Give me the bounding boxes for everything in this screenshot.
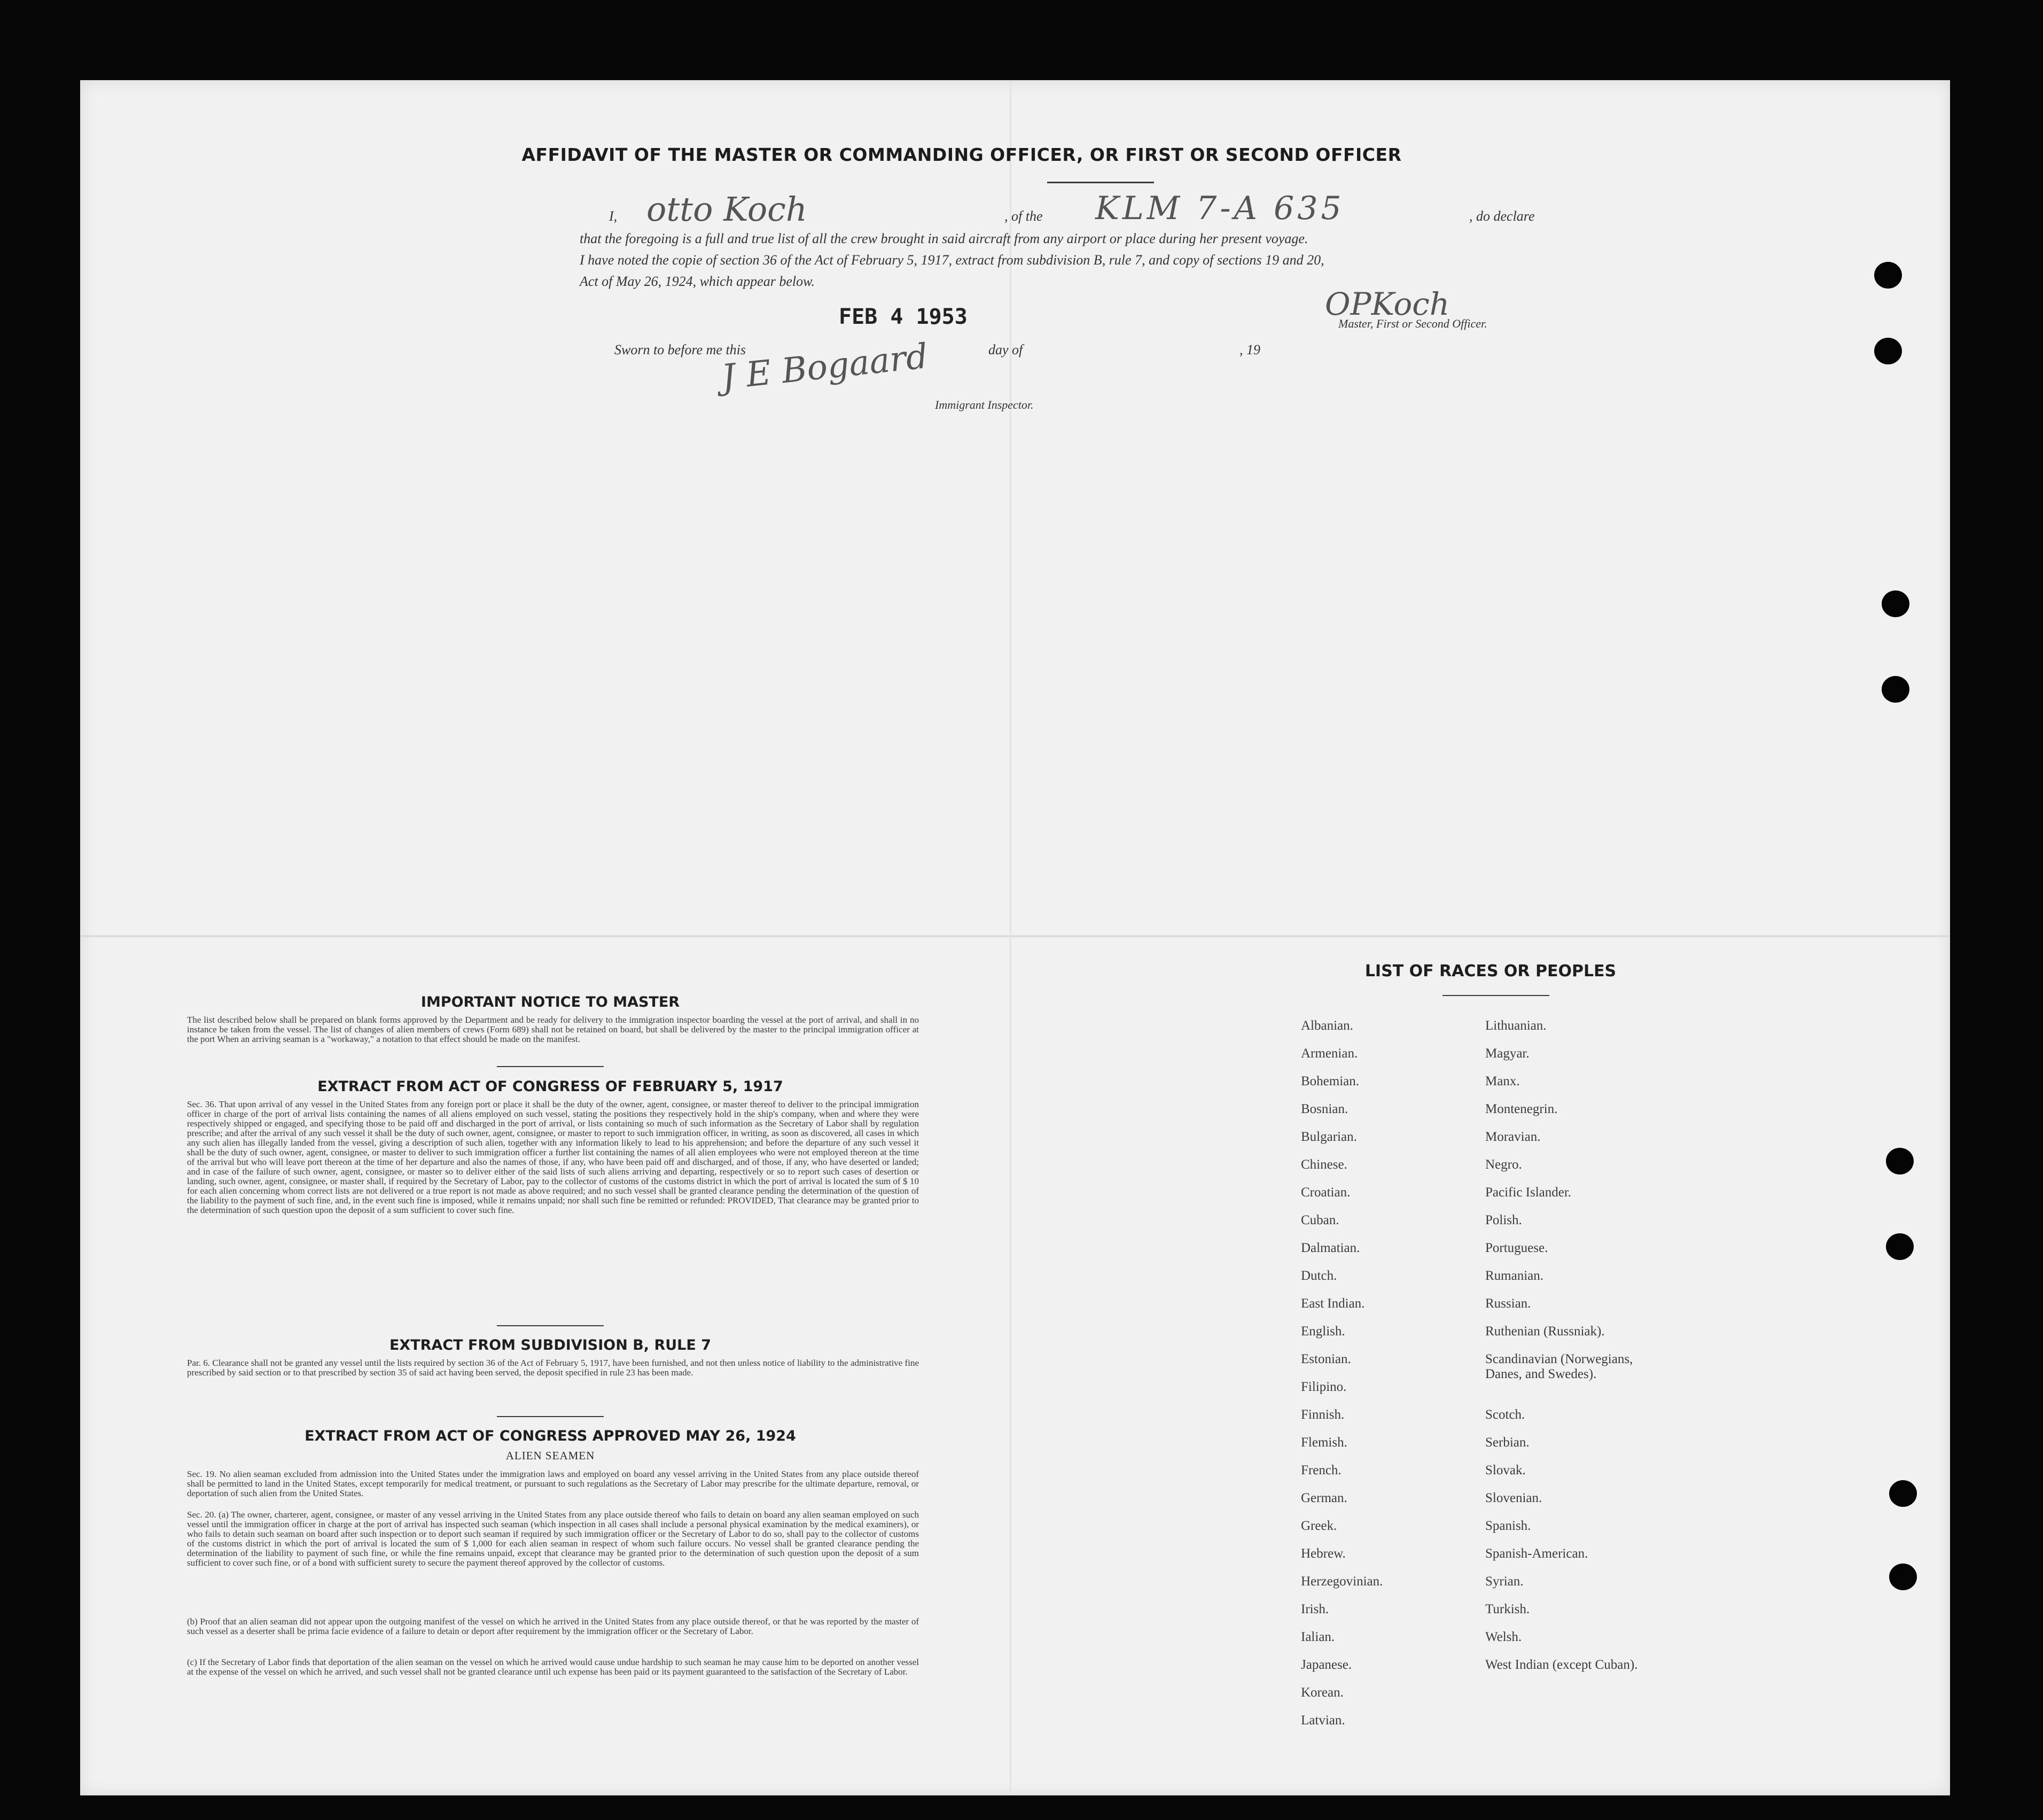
race-item: Polish.: [1485, 1213, 1522, 1227]
affidavit-title: AFFIDAVIT OF THE MASTER OR COMMANDING OFFICER, OR FIRST OR SECOND OFFICER: [521, 144, 1402, 165]
race-item: Spanish-American.: [1485, 1546, 1588, 1561]
punch-hole: [1889, 1564, 1917, 1590]
extract-1917-heading: EXTRACT FROM ACT OF CONGRESS OF FEBRUARY 5, 1917: [317, 1078, 783, 1095]
rule-7-text: Par. 6. Clearance shall not be granted any vessel until the lists required by section 36 of the Act of February 5, 1917, have been furnished, and not then unless notice of liability to the administrative fine prescribed by said section or to that prescribed by section 35 of said act having been served, the deposit specified in rule 23 has been made.: [187, 1358, 919, 1378]
affidavit-line-3: I have noted the copie of section 36 of the Act of February 5, 1917, extract from subdivision B, rule 7, and copy of sections 19 and 20,: [580, 252, 1324, 268]
race-item: German.: [1301, 1491, 1347, 1505]
races-heading: LIST OF RACES OR PEOPLES: [1364, 962, 1617, 981]
punch-hole: [1886, 1148, 1914, 1175]
race-item: Ialian.: [1301, 1630, 1335, 1644]
rule-7-heading: EXTRACT FROM SUBDIVISION B, RULE 7: [389, 1337, 712, 1354]
race-item: Estonian.: [1301, 1352, 1351, 1366]
race-item: Spanish.: [1485, 1519, 1531, 1533]
master-name: otto Koch: [646, 190, 807, 229]
sec-20b-text: (b) Proof that an alien seaman did not appear upon the outgoing manifest of the vessel on which he arrived in the United States from any place outside thereof, or that he was reported by the master of such vessel as a deserter shall be prima facie evidence of a failure to detain or deport after requirement by the immigration officer or the Secretary of Labor.: [187, 1616, 919, 1636]
race-item: Slovenian.: [1485, 1491, 1542, 1505]
do-declare-label: , do declare: [1469, 208, 1535, 224]
race-item: Flemish.: [1301, 1435, 1347, 1450]
punch-hole: [1874, 338, 1902, 364]
divider: [497, 1066, 604, 1067]
race-item: Bosnian.: [1301, 1102, 1348, 1116]
race-item: Japanese.: [1301, 1658, 1352, 1672]
race-item: East Indian.: [1301, 1296, 1365, 1311]
race-item: Herzegovinian.: [1301, 1574, 1383, 1589]
notice-text: The list described below shall be prepared on blank forms approved by the Department and be ready for delivery to the immigration inspector boarding the vessel at the port of arrival, and shall in no instance be taken from the vessel. The list of changes of alien members of crews (Form 689) shall not be retained on board, but shall be delivered by the master to the principal immigration officer at the port When an arriving seaman is a "workaway," a notation to that effect should be made on the manifest.: [187, 1015, 919, 1044]
race-item: Chinese.: [1301, 1157, 1347, 1172]
fold-line: [80, 935, 1950, 937]
of-the-label: , of the: [1004, 208, 1043, 224]
punch-hole: [1886, 1233, 1914, 1260]
race-item: Dalmatian.: [1301, 1241, 1360, 1255]
races-column-left: [1301, 1018, 1483, 1741]
race-item: Bohemian.: [1301, 1074, 1360, 1088]
race-item: Slovak.: [1485, 1463, 1526, 1477]
race-item: Syrian.: [1485, 1574, 1524, 1589]
race-item: Montenegrin.: [1485, 1102, 1558, 1116]
sec-19-text: Sec. 19. No alien seaman excluded from admission into the United States under the immigration laws and employed on board any vessel arriving in the United States from any place outside thereof shall be permitted to land in the United States, except temporarily for medical treatment, or pursuant to such regulations as the Secretary of Labor may prescribe for the ultimate departure, removal, or deportation of such alien from the United States.: [187, 1469, 919, 1498]
date-stamp: FEB 4 1953: [839, 305, 968, 329]
race-item: Armenian.: [1301, 1046, 1358, 1061]
race-item: Manx.: [1485, 1074, 1520, 1088]
race-item: Lithuanian.: [1485, 1018, 1547, 1033]
affidavit-line-4: Act of May 26, 1924, which appear below.: [580, 274, 815, 289]
race-item: West Indian (except Cuban).: [1485, 1658, 1638, 1672]
race-item: Korean.: [1301, 1685, 1344, 1700]
day-of-label: day of: [988, 342, 1023, 357]
race-item: Turkish.: [1485, 1602, 1530, 1616]
race-item: Finnish.: [1301, 1407, 1345, 1422]
divider: [1047, 182, 1154, 183]
race-item: Magyar.: [1485, 1046, 1530, 1061]
race-item: Hebrew.: [1301, 1546, 1346, 1561]
punch-hole: [1874, 262, 1902, 289]
race-item: Croatian.: [1301, 1185, 1351, 1200]
race-item: Filipino.: [1301, 1380, 1347, 1394]
race-item: Russian.: [1485, 1296, 1531, 1311]
race-item: Bulgarian.: [1301, 1130, 1357, 1144]
race-item: Greek.: [1301, 1519, 1337, 1533]
race-item: Rumanian.: [1485, 1269, 1544, 1283]
race-item: Scotch.: [1485, 1407, 1525, 1422]
race-item: English.: [1301, 1324, 1345, 1339]
race-item: Scandinavian (Norwegians, Danes, and Swedes).: [1485, 1352, 1633, 1381]
divider: [497, 1325, 604, 1326]
sec-20c-text: (c) If the Secretary of Labor finds that deportation of the alien seaman on the vessel on which he arrived would cause undue hardship to such seaman he may cause him to be deported on another vessel at the expense of the vessel on which he arrived, and such vessel shall not be granted clearance until uch expense has been paid or its payment guaranteed to the satisfaction of the Secretary of Labor.: [187, 1657, 919, 1677]
race-item: Moravian.: [1485, 1130, 1541, 1144]
race-item: Pacific Islander.: [1485, 1185, 1572, 1200]
race-item: Portuguese.: [1485, 1241, 1548, 1255]
officer-signature: OPKoch: [1325, 286, 1450, 322]
punch-hole: [1882, 676, 1909, 703]
race-item: Dutch.: [1301, 1269, 1337, 1283]
sec-20a-text: Sec. 20. (a) The owner, charterer, agent, consignee, or master of any vessel arriving in the United States from any place outside thereof who fails to detain on board any alien seaman employed on such vessel until the immigration officer in charge at the port of arrival has inspected such seaman (which inspection in all cases shall include a personal physical examination by the medical examiners), or who fails to detain such seaman on board after such inspection or to deport such seaman if required by such immigration officer or the Secretary of Labor to do so, shall pay to the collector of customs of the customs district in which the port of arrival is located the sum of $ 1,000 for each alien seaman in respect of whom such failure occurs. No vessel shall be granted clearance pending the determination of the liability to payment of such fine, or while the fine remains unpaid, except that clearance may be granted prior to the determination of such question upon the deposit of a sum sufficient to cover such fine, or of a bond with sufficient surety to secure the payment thereof approved by the collector of customs.: [187, 1510, 919, 1568]
center-fold: [1010, 80, 1011, 1795]
year-label: , 19: [1239, 342, 1260, 357]
inspector-caption: Immigrant Inspector.: [935, 398, 1034, 411]
punch-hole: [1882, 590, 1909, 617]
race-item: French.: [1301, 1463, 1342, 1477]
race-item: Serbian.: [1485, 1435, 1530, 1450]
extract-1917-text: Sec. 36. That upon arrival of any vessel in the United States from any foreign port or place it shall be the duty of the owner, agent, consignee, or master thereof to deliver to the principal immigration officer in charge of the port of arrival lists containing the names of all aliens employed on such vessel, stating the positions they respectively hold in the ship's company, when and where they were respectively shipped or engaged, and specifying those to be paid off and discharged in the port of arrival, or lists containing so much of such information as the Secretary of Labor shall by regulation prescribe; and after the arrival of any such vessel it shall be the duty of such owner, agent, consignee, or master to report to such immigration officer, in writing, as soon as discovered, all cases in which any such alien has illegally landed from the vessel, giving a description of such alien, together with any information likely to lead to his apprehension; and before the departure of any such vessel it shall be the duty of such owner, agent, consignee, or master to deliver to such immigration officer a further list containing the names of all alien employees who were not employed thereon at the time of the arrival but who will leave port thereon at the time of her departure and also the names of those, if any, who have been paid off and discharged, and of those, if any, who have deserted or landed; and in case of the failure of such owner, agent, consignee, or master so to deliver either of the said lists of such aliens arriving and departing, respectively or so to report such cases of desertion or landing, such owner, agent, consignee, or master shall, if required by the Secretary of Labor, pay to the collector of customs of the customs district in which the port of arrival is located the sum of $ 10 for each alien concerning whom correct lists are not delivered or a true report is not made as above required; and no such vessel shall be granted clearance pending the determination of the question of the liability to the payment of such fine, and, in the event such fine is imposed, while it remains unpaid; nor shall such fine be remitted or refunded: PROVIDED, That clearance may be granted prior to the determination of such question upon the deposit of a sum sufficient to cover such fine.: [187, 1099, 919, 1215]
races-column-right: [1485, 1018, 1667, 1685]
race-item: Welsh.: [1485, 1630, 1522, 1644]
officer-caption: Master, First or Second Officer.: [1338, 317, 1487, 330]
extract-1924-heading: EXTRACT FROM ACT OF CONGRESS APPROVED MAY 26, 1924: [305, 1428, 796, 1444]
race-item: Cuban.: [1301, 1213, 1339, 1227]
i-label: I,: [609, 208, 618, 224]
punch-hole: [1889, 1480, 1917, 1507]
divider: [497, 1416, 604, 1417]
sworn-text: Sworn to before me this: [614, 342, 746, 357]
race-item: Negro.: [1485, 1157, 1522, 1172]
document-page: [80, 80, 1950, 1795]
affidavit-line-2: that the foregoing is a full and true list of all the crew brought in said aircraft from any airport or place during her present voyage.: [580, 231, 1308, 246]
alien-seamen-subheading: ALIEN SEAMEN: [505, 1449, 595, 1462]
divider: [1442, 995, 1549, 996]
race-item: Latvian.: [1301, 1713, 1345, 1728]
race-item: Albanian.: [1301, 1018, 1353, 1033]
inspector-signature: J E Bogaard: [720, 336, 930, 398]
race-item: Ruthenian (Russniak).: [1485, 1324, 1605, 1339]
vessel-name: KLM 7-A 635: [1095, 190, 1345, 227]
notice-heading: IMPORTANT NOTICE TO MASTER: [420, 994, 680, 1010]
race-item: Irish.: [1301, 1602, 1329, 1616]
